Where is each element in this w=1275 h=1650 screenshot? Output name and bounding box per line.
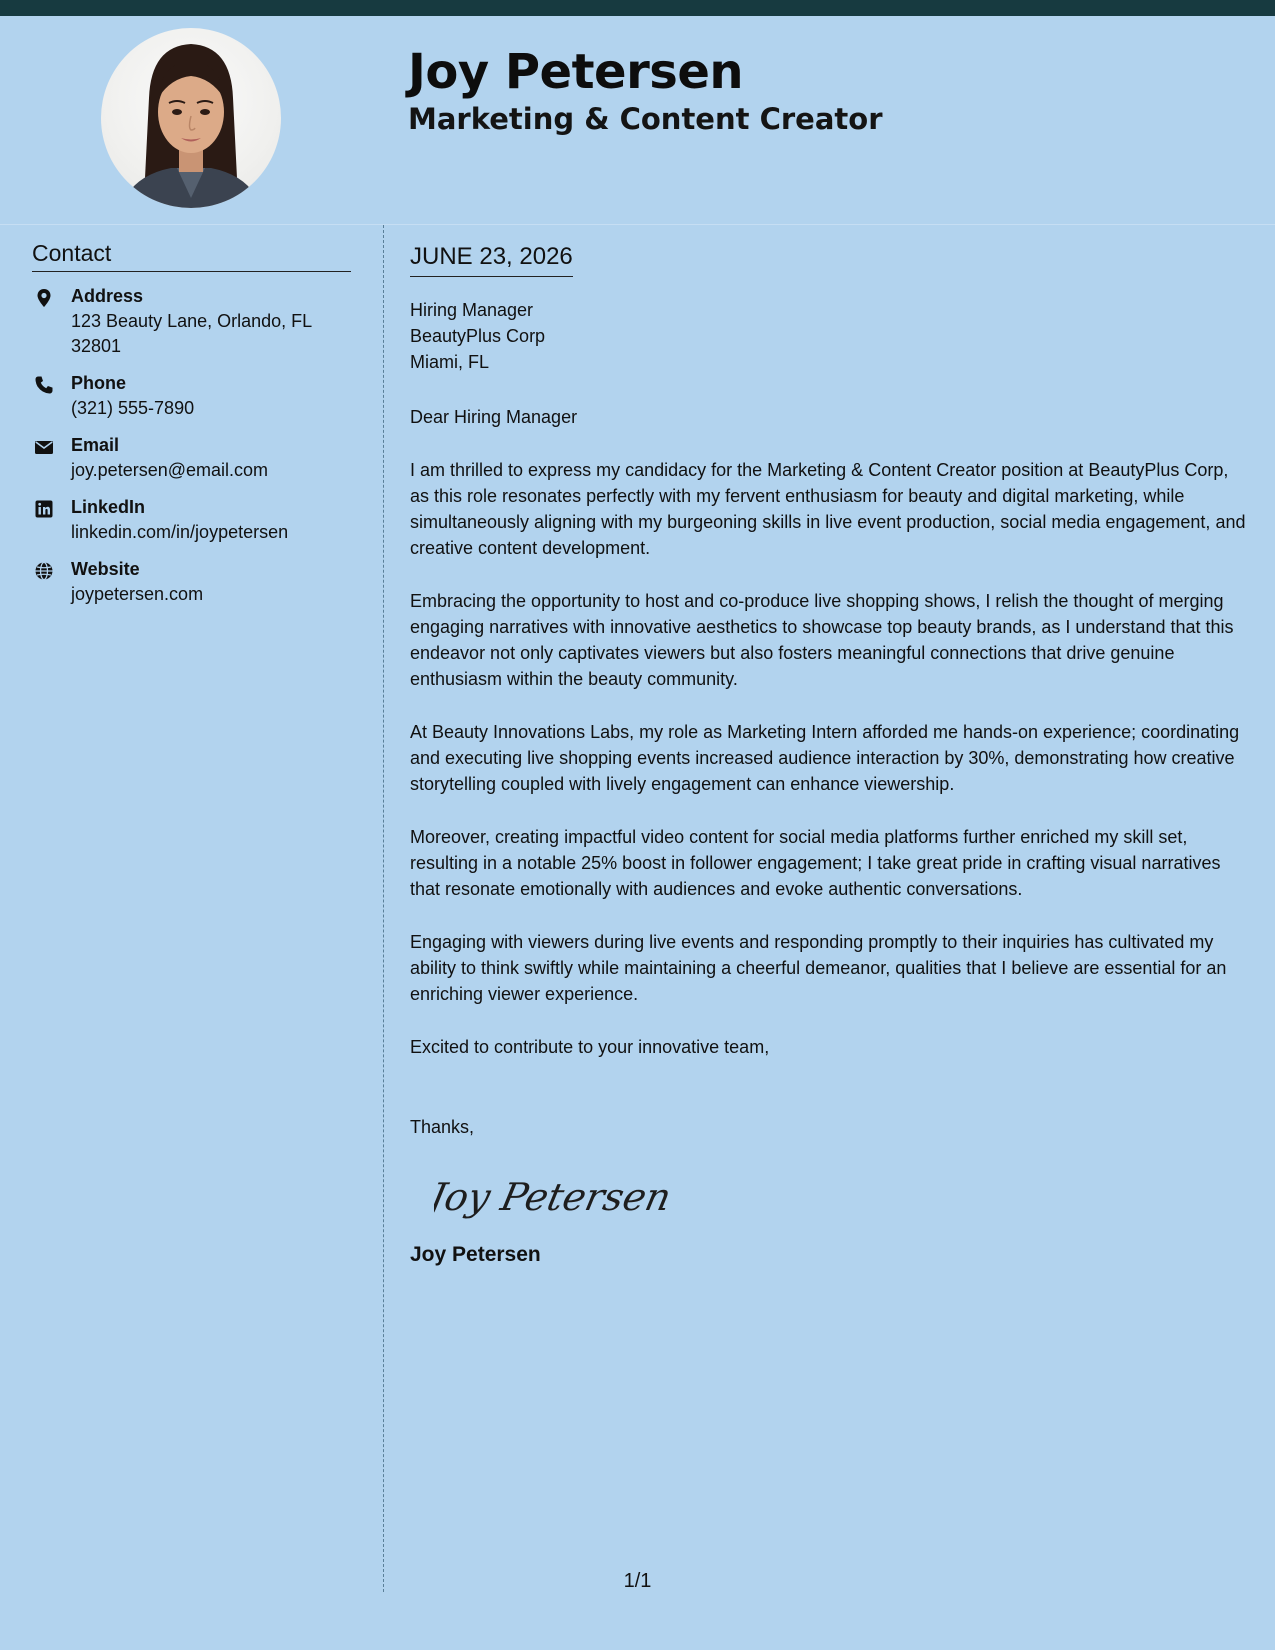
globe-icon	[34, 561, 54, 581]
page-number: 1/1	[623, 1570, 652, 1592]
recipient-block	[410, 297, 1250, 375]
envelope-icon	[34, 437, 54, 457]
column-divider	[383, 225, 384, 1592]
letter-paragraph: Embracing the opportunity to host and co-produce live shopping shows, I relish the thought of merging engaging narratives with innovative aesthetics to showcase top beauty brands, as I understand that this endeavor not only captivates viewers but also fosters meaningful connections that drive genuine enthusiasm within the beauty community.	[410, 591, 1234, 689]
letter-paragraph: Moreover, creating impactful video content for social media platforms further enriched my skill set, resulting in a notable 25% boost in follower engagement; I take great pride in crafting visual narratives that resonate emotionally with audiences and evoke authentic conversations.	[410, 827, 1221, 899]
signer-name: Joy Petersen	[410, 1243, 541, 1266]
thanks-line: Thanks,	[410, 1117, 475, 1137]
website-value: joypetersen.com	[71, 584, 204, 604]
contact-item-email	[32, 433, 351, 483]
letter-paragraph: At Beauty Innovations Labs, my role as Marketing Intern afforded me hands-on experience; coordinating and executing live shopping events increased audience interaction by 30%, demonstrating how creative storytelling coupled with lively engagement can enhance viewership.	[410, 722, 1240, 794]
letter-paragraph: Engaging with viewers during live events and responding promptly to their inquiries has cultivated my ability to think swiftly while maintaining a cheerful demeanor, qualities that I believe are essential for an enriching viewer experience.	[410, 932, 1227, 1004]
header	[0, 16, 1275, 225]
map-pin-icon	[34, 288, 54, 308]
letter-paragraph: I am thrilled to express my candidacy for the Marketing & Content Creator position at BeautyPlus Corp, as this role resonates perfectly with my fervent enthusiasm for beauty and digital marketing, while simultaneously aligning with my burgeoning skills in live event production, social media engagement, and creative content development.	[410, 460, 1246, 558]
address-label: Address	[71, 286, 144, 306]
recipient-line: BeautyPlus Corp	[410, 326, 546, 346]
signature-text: Joy Petersen	[434, 1175, 674, 1220]
linkedin-value: linkedin.com/in/joypetersen	[71, 522, 289, 542]
contact-item-website	[32, 557, 351, 607]
letter-body	[410, 242, 1250, 1268]
contact-item-linkedin	[32, 495, 351, 545]
signature	[434, 1160, 1250, 1234]
linkedin-icon	[34, 499, 54, 519]
contact-sidebar	[32, 240, 351, 619]
contact-list	[32, 284, 351, 607]
email-value: joy.petersen@email.com	[71, 460, 269, 480]
contact-heading: Contact	[32, 240, 351, 272]
salutation: Dear Hiring Manager	[410, 407, 578, 427]
top-bar	[0, 0, 1275, 16]
applicant-title: Marketing & Content Creator	[408, 102, 883, 136]
profile-photo	[101, 28, 281, 208]
contact-item-phone	[32, 371, 351, 421]
linkedin-label: LinkedIn	[71, 497, 146, 517]
email-label: Email	[71, 435, 120, 455]
website-label: Website	[71, 559, 140, 579]
recipient-line: Hiring Manager	[410, 300, 534, 320]
contact-item-address	[32, 284, 351, 359]
phone-value: (321) 555-7890	[71, 398, 195, 418]
address-value: 123 Beauty Lane, Orlando, FL 32801	[71, 311, 312, 356]
closing-line: Excited to contribute to your innovative team,	[410, 1037, 770, 1057]
recipient-line: Miami, FL	[410, 352, 490, 372]
applicant-name: Joy Petersen	[408, 44, 744, 100]
phone-label: Phone	[71, 373, 127, 393]
letter-date: JUNE 23, 2026	[410, 242, 573, 277]
phone-icon	[34, 375, 54, 395]
